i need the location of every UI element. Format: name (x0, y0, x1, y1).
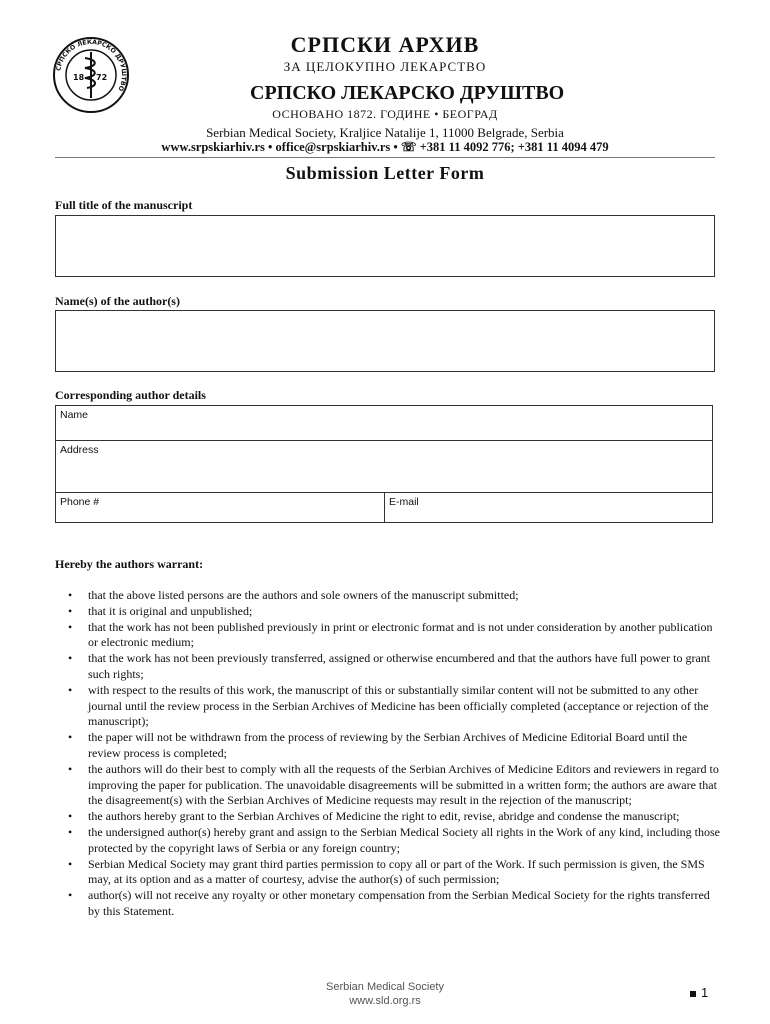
phone-field-label: Phone # (60, 496, 100, 508)
list-item: • the authors hereby grant to the Serbian Archives of Medicine the right to edit, revise, abridge and condense the manuscript; (55, 809, 720, 825)
authors-field[interactable] (55, 310, 715, 372)
list-item: • the authors will do their best to comply with all the requests of the Serbian Archives of Medicine Editors and reviewers in regard to improving the paper for publication. The unavoidable disagreements will be submitted in a written form; the authors are aware that the disagreement(s) with the Serbian Archives of Medicine requests may result in the rejection of the manuscript; (55, 762, 720, 809)
footer-site: www.sld.org.rs (349, 995, 421, 1007)
contact-line: www.srpskiarhiv.rs • office@srpskiarhiv.rs • ☏ +381 11 4092 776; +381 11 4094 479 (161, 140, 609, 154)
society-name-cyrillic: СРПСКО ЛЕКАРСКО ДРУШТВО (250, 82, 565, 104)
masthead (250, 32, 565, 122)
header-divider (55, 157, 715, 158)
page-number-value: 1 (701, 985, 709, 1000)
email-field-label: E-mail (389, 496, 419, 508)
list-item: • that the work has not been previously transferred, assigned or otherwise encumbered and that the authors have full power to grant such rights; (55, 651, 720, 683)
page-title: Submission Letter Form (285, 163, 485, 183)
list-item: • that it is original and unpublished; (55, 604, 720, 620)
list-item: • that the above listed persons are the authors and sole owners of the manuscript submitted; (55, 588, 720, 604)
society-logo-icon (52, 36, 130, 114)
page-number (690, 985, 708, 1000)
logo-year-left: 18 (73, 73, 85, 82)
authors-label: Name(s) of the author(s) (55, 294, 180, 308)
society-address: Serbian Medical Society, Kraljice Natalije 1, 11000 Belgrade, Serbia (206, 125, 564, 140)
list-item: • author(s) will not receive any royalty or other monetary compensation from the Serbian Medical Society for the rights transferred by this Statement. (55, 888, 720, 920)
manuscript-title-field[interactable] (55, 215, 715, 277)
society-founded-cyrillic: ОСНОВАНО 1872. ГОДИНЕ • БЕОГРАД (272, 107, 498, 121)
address-field-label: Address (60, 444, 99, 456)
address-field[interactable] (56, 441, 712, 492)
list-item: • that the work has not been published previously in print or electronic format and is not under consideration by another publication or electronic medium; (55, 620, 720, 652)
corresponding-author-label: Corresponding author details (55, 388, 206, 402)
footer-org: Serbian Medical Society (325, 981, 444, 993)
journal-subtitle-cyrillic: ЗА ЦЕЛОКУПНО ЛЕКАРСТВО (283, 59, 487, 74)
journal-name-cyrillic: СРПСКИ АРХИВ (290, 32, 480, 57)
manuscript-title-label: Full title of the manuscript (55, 198, 193, 212)
list-item: • with respect to the results of this work, the manuscript of this or substantially similar content will not be submitted to any other journal until the review process in the Serbian Archives of Medicine has been officially completed (acceptance or rejection of the manuscript); (55, 683, 720, 730)
phone-field[interactable] (56, 493, 384, 522)
page-marker-icon (690, 991, 696, 997)
corresponding-author-table (55, 405, 713, 523)
list-item: • Serbian Medical Society may grant third parties permission to copy all or part of the Work. If such permission is given, the SMS may, at its option and as a matter of courtesy, advise the author(s) of such permission; (55, 857, 720, 889)
logo-ring-text: СРПСКО ЛЕКАРСКО ДРУШТВО (55, 38, 128, 92)
name-field-label: Name (60, 409, 89, 421)
email-field[interactable] (385, 493, 712, 522)
warrant-list (55, 588, 720, 920)
name-field[interactable] (56, 406, 712, 440)
warrant-heading: Hereby the authors warrant: (55, 557, 204, 571)
page-footer (0, 980, 770, 1008)
logo-year-right: 72 (96, 73, 108, 82)
list-item: • the paper will not be withdrawn from the process of reviewing by the Serbian Archives of Medicine Editorial Board until the review process is completed; (55, 730, 720, 762)
list-item: • the undersigned author(s) hereby grant and assign to the Serbian Medical Society all rights in the Work of any kind, including those protected by the copyright laws of Serbia or any foreign country; (55, 825, 720, 857)
